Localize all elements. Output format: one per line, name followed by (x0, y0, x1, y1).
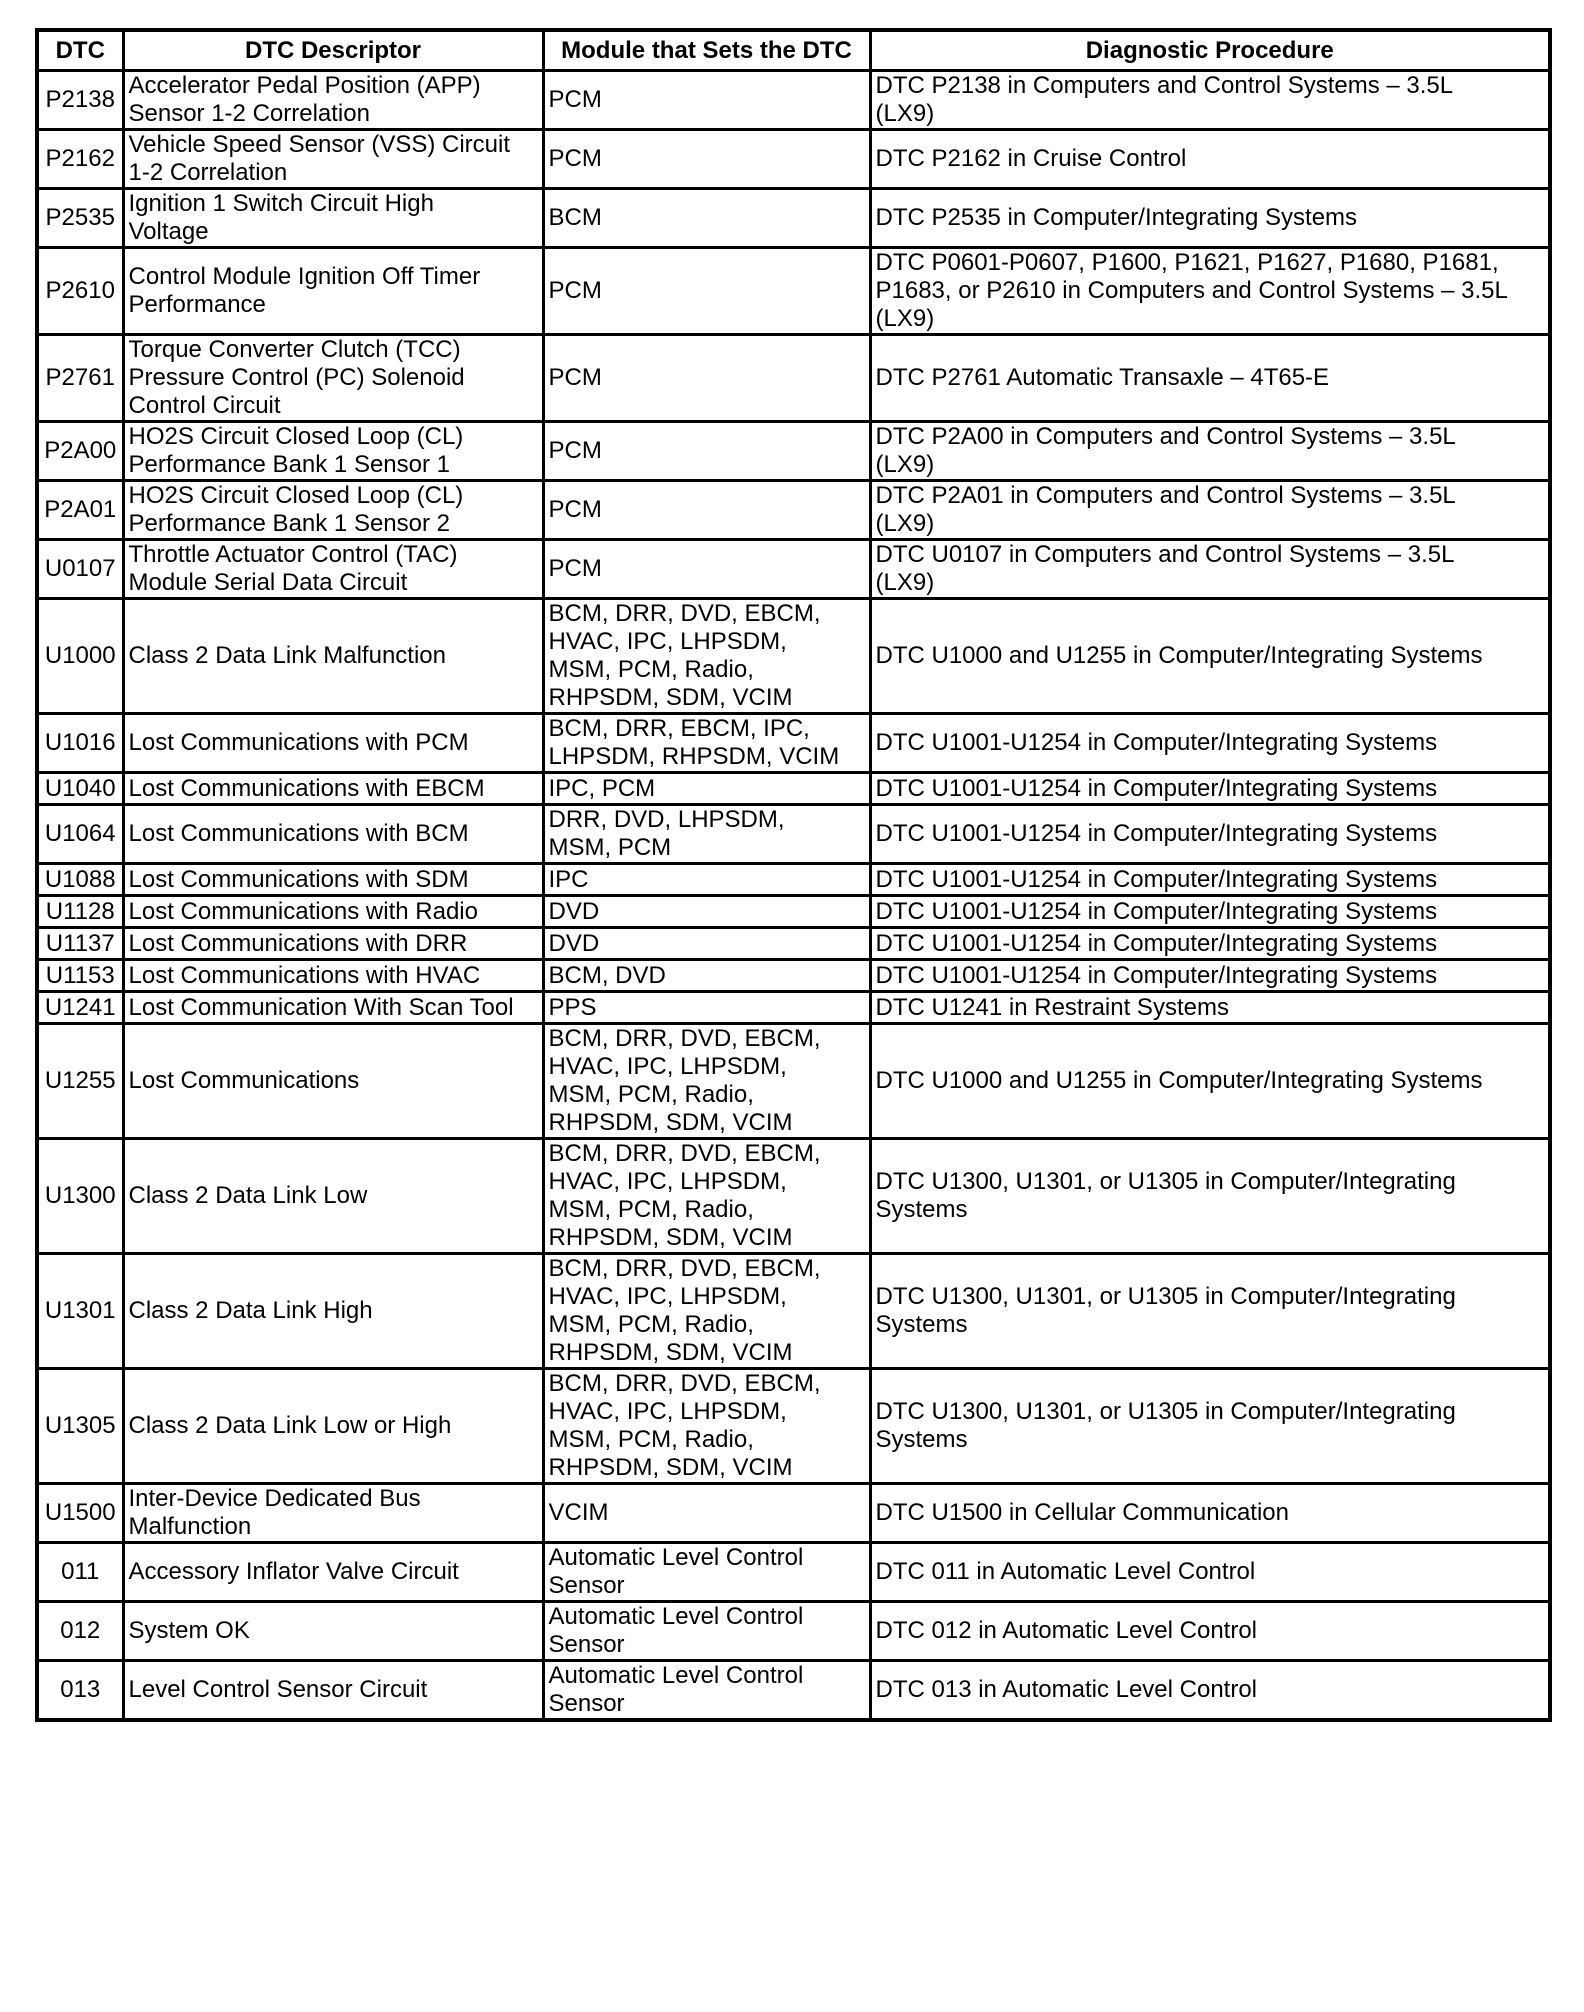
dtc-descriptor: Lost Communications with SDM (123, 864, 543, 896)
dtc-code: U1137 (37, 928, 123, 960)
dtc-descriptor: Lost Communications with Radio (123, 896, 543, 928)
table-row (37, 773, 1550, 805)
module-set: PCM (543, 335, 870, 422)
table-row (37, 928, 1550, 960)
diagnostic-procedure: DTC P2535 in Computer/Integrating Systems (870, 189, 1550, 248)
module-set: PCM (543, 71, 870, 130)
dtc-code: P2761 (37, 335, 123, 422)
module-set: Automatic Level Control Sensor (543, 1543, 870, 1602)
diagnostic-procedure: DTC U1300, U1301, or U1305 in Computer/Integrating Systems (870, 1139, 1550, 1254)
header-dtc: DTC (37, 30, 123, 71)
dtc-code: P2A01 (37, 481, 123, 540)
module-set: PCM (543, 130, 870, 189)
diagnostic-procedure: DTC U1001-U1254 in Computer/Integrating Systems (870, 896, 1550, 928)
header-row (37, 30, 1550, 71)
dtc-descriptor: Lost Communications with PCM (123, 714, 543, 773)
diagnostic-procedure: DTC P2162 in Cruise Control (870, 130, 1550, 189)
table-row (37, 1602, 1550, 1661)
diagnostic-procedure: DTC U1300, U1301, or U1305 in Computer/Integrating Systems (870, 1254, 1550, 1369)
table-header (37, 30, 1550, 71)
dtc-descriptor: Lost Communications with BCM (123, 805, 543, 864)
dtc-descriptor: Level Control Sensor Circuit (123, 1661, 543, 1721)
dtc-code: U1000 (37, 599, 123, 714)
dtc-descriptor: Ignition 1 Switch Circuit High Voltage (123, 189, 543, 248)
dtc-descriptor: Class 2 Data Link Malfunction (123, 599, 543, 714)
module-set: BCM, DRR, DVD, EBCM, HVAC, IPC, LHPSDM, MSM, PCM, Radio, RHPSDM, SDM, VCIM (543, 1024, 870, 1139)
dtc-descriptor: Lost Communication With Scan Tool (123, 992, 543, 1024)
header-module: Module that Sets the DTC (543, 30, 870, 71)
module-set: DVD (543, 896, 870, 928)
diagnostic-procedure: DTC P2A01 in Computers and Control Systems – 3.5L (LX9) (870, 481, 1550, 540)
diagnostic-procedure: DTC U0107 in Computers and Control Systems – 3.5L (LX9) (870, 540, 1550, 599)
diagnostic-procedure: DTC 011 in Automatic Level Control (870, 1543, 1550, 1602)
dtc-code: U1040 (37, 773, 123, 805)
diagnostic-procedure: DTC P2138 in Computers and Control Systems – 3.5L (LX9) (870, 71, 1550, 130)
dtc-descriptor: Accessory Inflator Valve Circuit (123, 1543, 543, 1602)
dtc-code: U1016 (37, 714, 123, 773)
diagnostic-procedure: DTC 013 in Automatic Level Control (870, 1661, 1550, 1721)
diagnostic-procedure: DTC U1001-U1254 in Computer/Integrating Systems (870, 773, 1550, 805)
diagnostic-procedure: DTC P2A00 in Computers and Control Systems – 3.5L (LX9) (870, 422, 1550, 481)
table-row (37, 1139, 1550, 1254)
module-set: PCM (543, 481, 870, 540)
dtc-descriptor: Throttle Actuator Control (TAC) Module Serial Data Circuit (123, 540, 543, 599)
diagnostic-procedure: DTC 012 in Automatic Level Control (870, 1602, 1550, 1661)
table-row (37, 805, 1550, 864)
module-set: PCM (543, 248, 870, 335)
dtc-descriptor: Lost Communications with EBCM (123, 773, 543, 805)
dtc-code: 011 (37, 1543, 123, 1602)
module-set: PCM (543, 422, 870, 481)
dtc-code: U1064 (37, 805, 123, 864)
table-row (37, 1254, 1550, 1369)
dtc-code: 013 (37, 1661, 123, 1721)
table-body (37, 71, 1550, 1721)
table-row (37, 960, 1550, 992)
module-set: IPC (543, 864, 870, 896)
dtc-descriptor: Lost Communications with HVAC (123, 960, 543, 992)
module-set: BCM, DRR, DVD, EBCM, HVAC, IPC, LHPSDM, MSM, PCM, Radio, RHPSDM, SDM, VCIM (543, 1254, 870, 1369)
diagnostic-procedure: DTC P2761 Automatic Transaxle – 4T65-E (870, 335, 1550, 422)
diagnostic-procedure: DTC U1000 and U1255 in Computer/Integrating Systems (870, 599, 1550, 714)
diagnostic-procedure: DTC U1001-U1254 in Computer/Integrating Systems (870, 928, 1550, 960)
diagnostic-procedure: DTC U1001-U1254 in Computer/Integrating Systems (870, 714, 1550, 773)
module-set: IPC, PCM (543, 773, 870, 805)
module-set: BCM, DRR, EBCM, IPC, LHPSDM, RHPSDM, VCIM (543, 714, 870, 773)
dtc-code: U1153 (37, 960, 123, 992)
table-row (37, 248, 1550, 335)
dtc-code: P2138 (37, 71, 123, 130)
dtc-code: U1255 (37, 1024, 123, 1139)
dtc-code: U0107 (37, 540, 123, 599)
dtc-descriptor: Lost Communications (123, 1024, 543, 1139)
dtc-descriptor: HO2S Circuit Closed Loop (CL) Performance Bank 1 Sensor 2 (123, 481, 543, 540)
module-set: Automatic Level Control Sensor (543, 1661, 870, 1721)
dtc-code: U1088 (37, 864, 123, 896)
dtc-descriptor: Class 2 Data Link High (123, 1254, 543, 1369)
diagnostic-procedure: DTC U1300, U1301, or U1305 in Computer/Integrating Systems (870, 1369, 1550, 1484)
module-set: BCM, DRR, DVD, EBCM, HVAC, IPC, LHPSDM, MSM, PCM, Radio, RHPSDM, SDM, VCIM (543, 1139, 870, 1254)
dtc-table (35, 28, 1552, 1722)
table-row (37, 599, 1550, 714)
table-row (37, 481, 1550, 540)
header-procedure: Diagnostic Procedure (870, 30, 1550, 71)
module-set: BCM, DRR, DVD, EBCM, HVAC, IPC, LHPSDM, MSM, PCM, Radio, RHPSDM, SDM, VCIM (543, 599, 870, 714)
dtc-code: U1301 (37, 1254, 123, 1369)
dtc-code: P2A00 (37, 422, 123, 481)
dtc-descriptor: Vehicle Speed Sensor (VSS) Circuit 1-2 Correlation (123, 130, 543, 189)
table-row (37, 540, 1550, 599)
table-row (37, 714, 1550, 773)
diagnostic-procedure: DTC U1500 in Cellular Communication (870, 1484, 1550, 1543)
module-set: BCM, DRR, DVD, EBCM, HVAC, IPC, LHPSDM, MSM, PCM, Radio, RHPSDM, SDM, VCIM (543, 1369, 870, 1484)
dtc-code: 012 (37, 1602, 123, 1661)
dtc-code: P2162 (37, 130, 123, 189)
table-row (37, 335, 1550, 422)
dtc-descriptor: Lost Communications with DRR (123, 928, 543, 960)
table-row (37, 422, 1550, 481)
table-row (37, 1484, 1550, 1543)
dtc-descriptor: Torque Converter Clutch (TCC) Pressure Control (PC) Solenoid Control Circuit (123, 335, 543, 422)
diagnostic-procedure: DTC U1001-U1254 in Computer/Integrating Systems (870, 960, 1550, 992)
table-row (37, 1543, 1550, 1602)
diagnostic-procedure: DTC P0601-P0607, P1600, P1621, P1627, P1680, P1681, P1683, or P2610 in Computers and Control Systems – 3.5L (LX9) (870, 248, 1550, 335)
dtc-descriptor: Class 2 Data Link Low or High (123, 1369, 543, 1484)
dtc-descriptor: Control Module Ignition Off Timer Performance (123, 248, 543, 335)
module-set: VCIM (543, 1484, 870, 1543)
dtc-code: P2610 (37, 248, 123, 335)
table-row (37, 1661, 1550, 1721)
dtc-code: P2535 (37, 189, 123, 248)
dtc-code: U1305 (37, 1369, 123, 1484)
header-descriptor: DTC Descriptor (123, 30, 543, 71)
diagnostic-procedure: DTC U1241 in Restraint Systems (870, 992, 1550, 1024)
dtc-code: U1500 (37, 1484, 123, 1543)
table-row (37, 864, 1550, 896)
dtc-descriptor: HO2S Circuit Closed Loop (CL) Performance Bank 1 Sensor 1 (123, 422, 543, 481)
table-row (37, 71, 1550, 130)
dtc-descriptor: Class 2 Data Link Low (123, 1139, 543, 1254)
module-set: PCM (543, 540, 870, 599)
table-row (37, 130, 1550, 189)
module-set: BCM, DVD (543, 960, 870, 992)
table-row (37, 1369, 1550, 1484)
module-set: PPS (543, 992, 870, 1024)
diagnostic-procedure: DTC U1001-U1254 in Computer/Integrating Systems (870, 805, 1550, 864)
module-set: BCM (543, 189, 870, 248)
table-row (37, 896, 1550, 928)
module-set: Automatic Level Control Sensor (543, 1602, 870, 1661)
diagnostic-procedure: DTC U1001-U1254 in Computer/Integrating Systems (870, 864, 1550, 896)
table-row (37, 992, 1550, 1024)
module-set: DRR, DVD, LHPSDM, MSM, PCM (543, 805, 870, 864)
dtc-descriptor: Inter-Device Dedicated Bus Malfunction (123, 1484, 543, 1543)
table-row (37, 189, 1550, 248)
dtc-descriptor: System OK (123, 1602, 543, 1661)
module-set: DVD (543, 928, 870, 960)
table-row (37, 1024, 1550, 1139)
dtc-code: U1128 (37, 896, 123, 928)
dtc-code: U1300 (37, 1139, 123, 1254)
dtc-code: U1241 (37, 992, 123, 1024)
dtc-descriptor: Accelerator Pedal Position (APP) Sensor 1-2 Correlation (123, 71, 543, 130)
diagnostic-procedure: DTC U1000 and U1255 in Computer/Integrating Systems (870, 1024, 1550, 1139)
